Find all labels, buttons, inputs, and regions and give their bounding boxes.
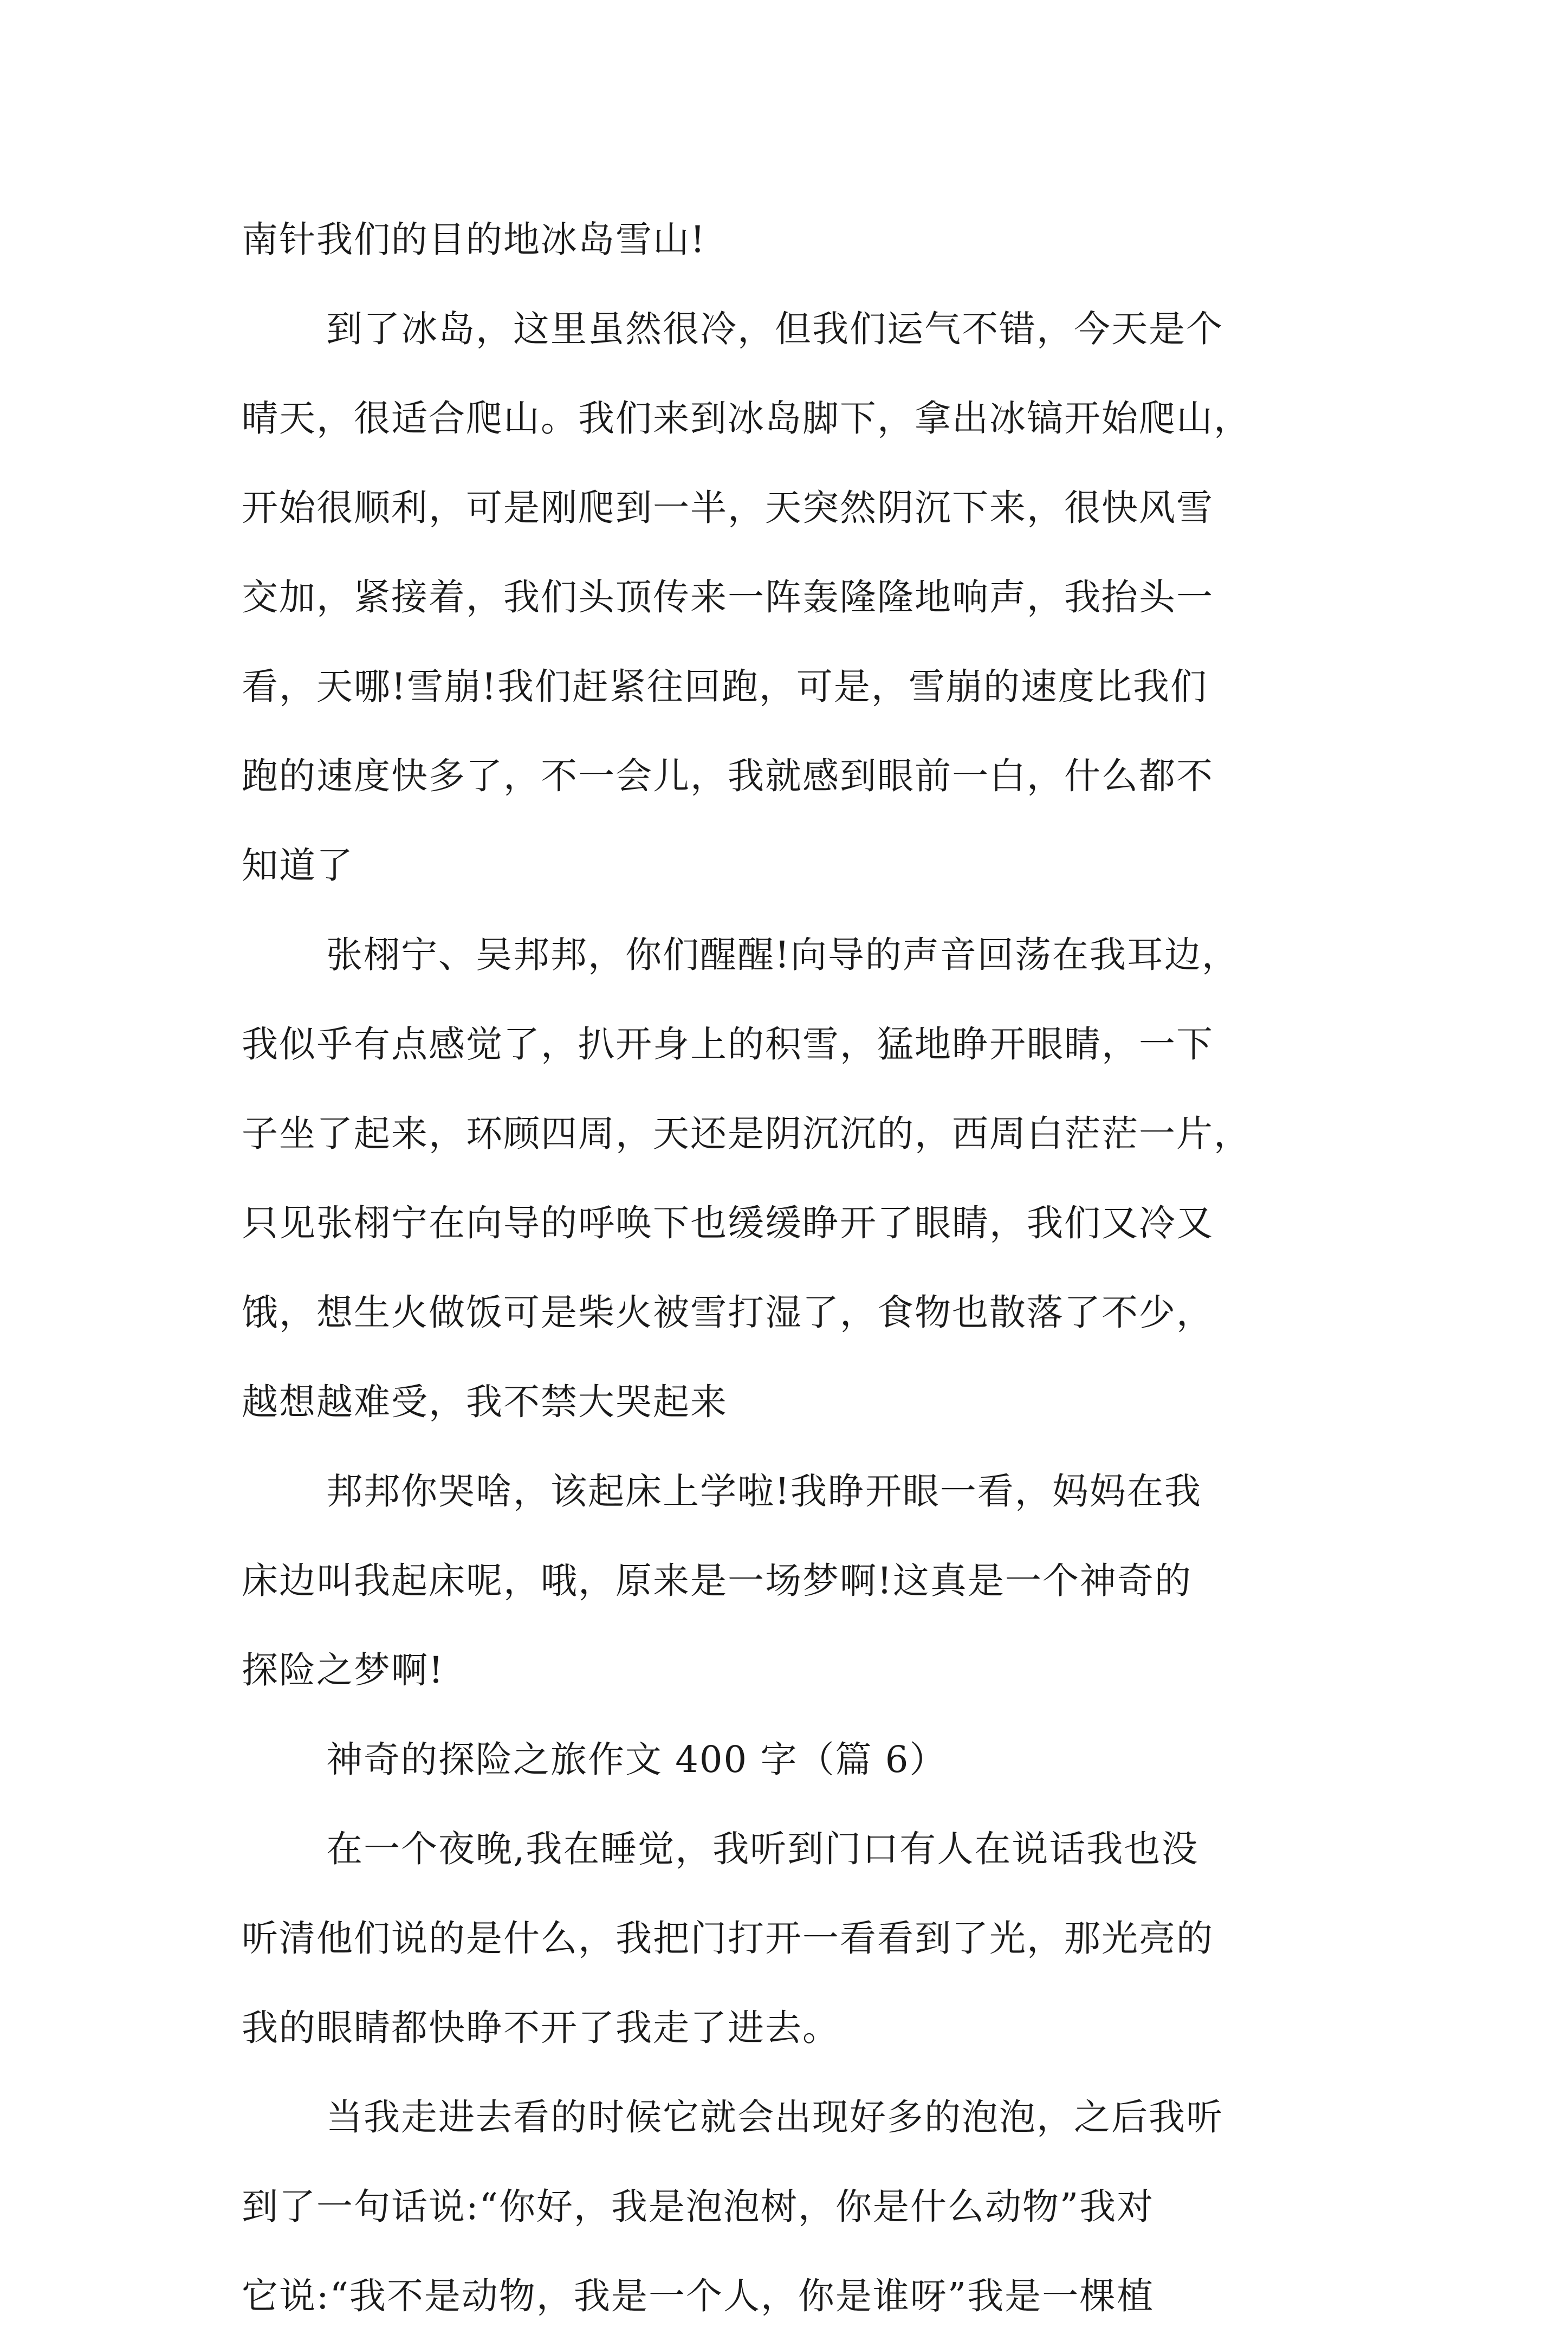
text-line: 听清他们说的是什么，我把门打开一看看到了光，那光亮的 [242, 1917, 1214, 1960]
paragraph-first-line: 在一个夜晚,我在睡觉，我听到门口有人在说话我也没 [326, 1828, 1199, 1870]
text-line: 只见张栩宁在向导的呼唤下也缓缓睁开了眼睛，我们又冷又 [242, 1202, 1214, 1244]
text-line: 跑的速度快多了，不一会儿，我就感到眼前一白，什么都不 [242, 755, 1214, 797]
text-line: 床边叫我起床呢，哦，原来是一场梦啊!这真是一个神奇的 [242, 1560, 1192, 1602]
text-line: 开始很顺利，可是刚爬到一半，天突然阴沉下来，很快风雪 [242, 487, 1214, 529]
paragraph-first-line: 当我走进去看的时候它就会出现好多的泡泡，之后我听 [326, 2096, 1223, 2138]
text-line: 我似乎有点感觉了，扒开身上的积雪，猛地睁开眼睛，一下 [242, 1023, 1214, 1065]
text-line: 它说:“我不是动物，我是一个人，你是谁呀”我是一棵植 [242, 2275, 1155, 2317]
document-body [242, 195, 1336, 2341]
text-line: 我的眼睛都快睁不开了我走了进去。 [242, 2007, 840, 2049]
text-line: 到了一句话说:“你好，我是泡泡树，你是什么动物”我对 [242, 2185, 1155, 2228]
text-line: 看，天哪!雪崩!我们赶紧往回跑，可是，雪崩的速度比我们 [242, 665, 1208, 708]
paragraph-first-line: 邦邦你哭啥，该起床上学啦!我睁开眼一看，妈妈在我 [326, 1470, 1202, 1512]
text-line: 交加，紧接着，我们头顶传来一阵轰隆隆地响声，我抬头一 [242, 576, 1214, 618]
text-line: 晴天，很适合爬山。我们来到冰岛脚下，拿出冰镐开始爬山， [242, 397, 1251, 439]
text-line: 越想越难受，我不禁大哭起来 [242, 1381, 728, 1423]
text-line: 子坐了起来，环顾四周，天还是阴沉沉的，西周白茫茫一片， [242, 1113, 1251, 1155]
text-line: 南针我们的目的地冰岛雪山! [242, 218, 706, 261]
text-line: 饿，想生火做饭可是柴火被雪打湿了，食物也散落了不少， [242, 1291, 1214, 1334]
text-line: 知道了 [242, 844, 354, 887]
section-heading: 神奇的探险之旅作文 400 字（篇 6） [326, 1738, 947, 1781]
text-line: 探险之梦啊! [242, 1649, 444, 1691]
paragraph-first-line: 张栩宁、吴邦邦，你们醒醒!向导的声音回荡在我耳边， [326, 934, 1239, 976]
paragraph-first-line: 到了冰岛，这里虽然很冷，但我们运气不错，今天是个 [326, 308, 1223, 350]
